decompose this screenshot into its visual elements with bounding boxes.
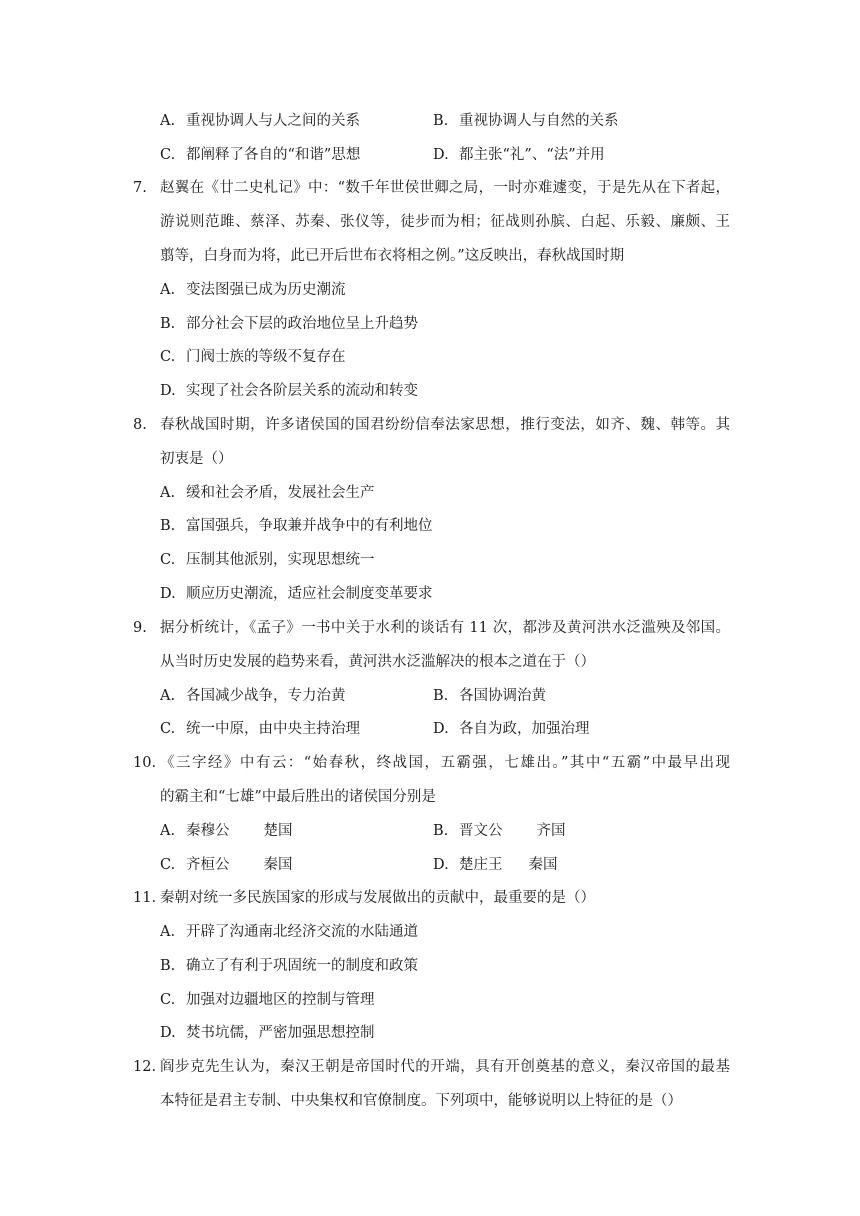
q8-option-b[interactable]: B. 富国强兵，争取兼并战争中的有利地位 [160,518,433,534]
q7-option-b[interactable]: B. 部分社会下层的政治地位呈上升趋势 [160,316,418,332]
question-text: 阎步克先生认为，秦汉王朝是帝国时代的开端，具有开创奠基的意义，秦汉帝国的最基 [160,1059,730,1075]
q7-option-a[interactable]: A. 变法图强已成为历史潮流 [160,282,346,298]
q10-options-row-1 [0,819,860,843]
q6-option-c[interactable]: C. 都阐释了各自的“和谐”思想 [160,147,361,163]
question-number: 12. [133,1059,157,1075]
question-text: 从当时历史发展的趋势来看，黄河洪水泛滥解决的根本之道在于（） [160,654,595,670]
q8-stem-line-2 [0,447,860,471]
question-text: 初衷是（） [160,451,233,467]
q11-option-d[interactable]: D. 焚书坑儒，严密加强思想控制 [160,1025,375,1041]
question-text: 的霸主和“七雄”中最后胜出的诸侯国分别是 [160,789,436,805]
question-text: 本特征是君主专制、中央集权和官僚制度。下列项中，能够说明以上特征的是（） [160,1093,682,1109]
q7-stem-line-1 [0,176,860,200]
q9-stem-line-1 [0,616,860,640]
q8-option-d[interactable]: D. 顺应历史潮流，适应社会制度变革要求 [160,586,433,602]
q9-options-row-2 [0,717,860,741]
question-text: 游说则范雎、蔡泽、苏秦、张仪等，徒步而为相；征战则孙膑、白起、乐毅、廉颇、王 [160,214,730,230]
q12-stem-line-1 [0,1055,860,1079]
q11-option-b[interactable]: B. 确立了有利于巩固统一的制度和政策 [160,958,418,974]
q11-option-a[interactable]: A. 开辟了沟通南北经济交流的水陆通道 [160,924,418,940]
q9-options-row-1 [0,684,860,708]
question-number: 9. [133,620,147,636]
question-number: 7. [133,180,147,196]
question-text: 《三字经》中有云：“始春秋，终战国，五霸强，七雄出。”其中“五霸”中最早出现 [160,755,730,771]
question-number: 11. [133,890,157,906]
question-text: 据分析统计，《孟子》一书中关于水利的谈话有 11 次，都涉及黄河洪水泛滥殃及邻国。 [160,620,730,636]
question-number: 10. [133,755,157,771]
q7-option-c[interactable]: C. 门阀士族的等级不复存在 [160,349,346,365]
q6-option-b[interactable]: B. 重视协调人与自然的关系 [433,113,619,129]
question-text: 翦等，白身而为将，此已开后世布衣将相之例。”这反映出，春秋战国时期 [160,248,625,264]
q10-option-d[interactable]: D. 楚庄王 秦国 [433,857,558,873]
q9-option-b[interactable]: B. 各国协调治黄 [433,688,546,704]
q9-option-a[interactable]: A. 各国减少战争，专力治黄 [160,688,346,704]
q9-stem-line-2 [0,650,860,674]
q10-stem-line-2 [0,785,860,809]
q10-option-a[interactable]: A. 秦穆公 楚国 [160,823,293,839]
question-text: 秦朝对统一多民族国家的形成与发展做出的贡献中，最重要的是（） [160,890,595,906]
q7-stem-line-2 [0,210,860,234]
q10-options-row-2 [0,853,860,877]
question-number: 8. [133,417,147,433]
q9-option-d[interactable]: D. 各自为政，加强治理 [433,721,590,737]
q6-options-row-2 [0,143,860,167]
question-text: 春秋战国时期，许多诸侯国的国君纷纷信奉法家思想，推行变法，如齐、魏、韩等。其 [160,417,730,433]
q8-option-a[interactable]: A. 缓和社会矛盾，发展社会生产 [160,485,375,501]
q6-options-row-1 [0,109,860,133]
question-text: 赵翼在《廿二史札记》中：“数千年世侯世卿之局，一时亦难遽变，于是先从在下者起， [160,180,730,196]
q10-option-c[interactable]: C. 齐桓公 秦国 [160,857,293,873]
q8-stem-line-1 [0,413,860,437]
q12-stem-line-2 [0,1089,860,1113]
q6-option-a[interactable]: A. 重视协调人与人之间的关系 [160,113,360,129]
q10-option-b[interactable]: B. 晋文公 齐国 [433,823,566,839]
q8-option-c[interactable]: C. 压制其他派别，实现思想统一 [160,552,375,568]
q7-option-d[interactable]: D. 实现了社会各阶层关系的流动和转变 [160,383,418,399]
q11-stem-line-1 [0,886,860,910]
q9-option-c[interactable]: C. 统一中原，由中央主持治理 [160,721,360,737]
q10-stem-line-1 [0,751,860,775]
q7-stem-line-3 [0,244,860,268]
q6-option-d[interactable]: D. 都主张“礼”、“法”并用 [433,147,605,163]
q11-option-c[interactable]: C. 加强对边疆地区的控制与管理 [160,992,375,1008]
